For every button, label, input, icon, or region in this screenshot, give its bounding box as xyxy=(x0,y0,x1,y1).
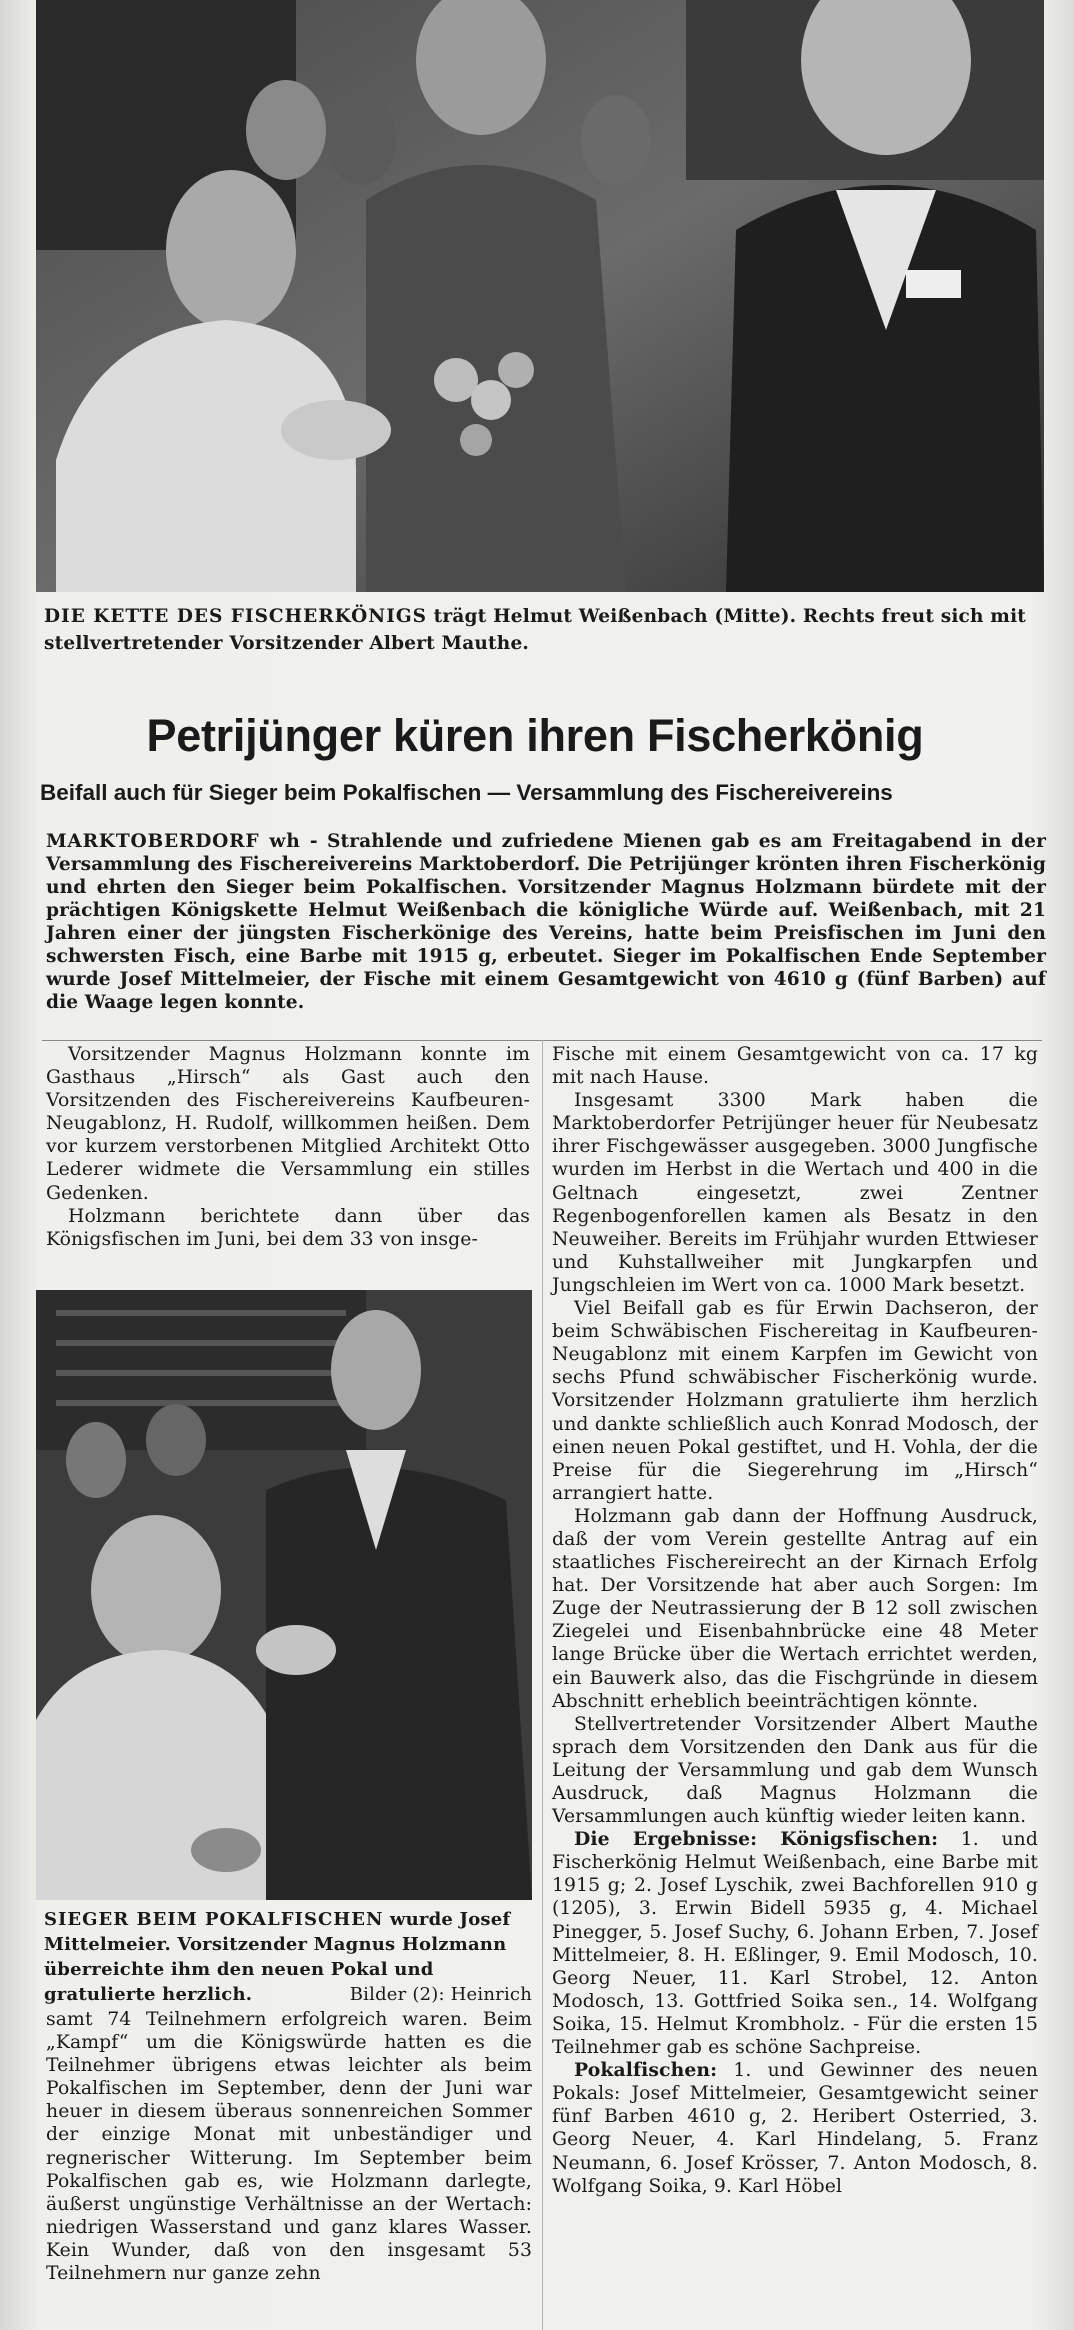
photo-pokalsieger xyxy=(36,1290,532,1900)
paragraph: Stellvertretender Vorsitzender Albert Mauthe sprach dem Vorsitzenden den Dank aus für die Leitung der Versammlung und gab dem Wunsch Ausdruck, daß Magnus Holzmann die Versammlungen auch künftig wieder leiten kann. xyxy=(552,1713,1038,1828)
dateline: MARKTOBERDORF wh xyxy=(46,831,301,852)
paragraph: Insgesamt 3300 Mark haben die Marktoberdorfer Petrijünger heuer für Neubesatz ihrer Fischgewässer ausgegeben. 3000 Jungfische wurden im Herbst in die Wertach und 400 in die Geltnach eingesetzt, zwei Zentner Regenbogenforellen kamen als Besatz in den Neuweiher. Bereits im Frühjahr wurden Ettwieser und Kuhstallweiher mit Jungkarpfen und Jungschleien im Wert von ca. 1000 Mark besetzt. xyxy=(552,1090,1038,1296)
photo-credit: Bilder (2): Heinrich xyxy=(349,1984,532,2005)
left-column-bottom xyxy=(46,2008,532,2285)
paragraph: Holzmann berichtete dann über das Königsfischen im Juni, bei dem 33 von insge- xyxy=(46,1205,530,1250)
pokal-paragraph xyxy=(552,2059,1038,2198)
article-lead xyxy=(46,830,1046,1014)
pokal-label: Pokalfischen: xyxy=(574,2059,718,2082)
results-label: Die Ergebnisse: Königsfischen: xyxy=(574,1828,939,1851)
paragraph: Vorsitzender Magnus Holzmann konnte im Gasthaus „Hirsch“ als Gast auch den Vorsitzenden des Fischereivereins Kaufbeuren-Neugablonz, H. Rudolf, willkommen heißen. Dem vor kurzem verstorbenen Mitglied Architekt Otto Lederer widmete die Versammlung ein stilles Gedenken. xyxy=(46,1044,530,1204)
photo-fischerkoenig xyxy=(36,0,1044,592)
photo-top-caption xyxy=(44,603,1044,657)
paragraph: Viel Beifall gab es für Erwin Dachseron, der beim Schwäbischen Fischereitag in Kaufbeuren-Neugablonz mit einem Karpfen im Gewicht von sechs Pfund schwäbischer Fischerkönig wurde. Vorsitzender Holzmann gratulierte ihm herzlich und dankte schließlich auch Konrad Modosch, der einen neuen Pokal gestiftet, und H. Vohla, der die Preise für die Siegerehrung im „Hirsch“ arrangiert hatte. xyxy=(552,1298,1038,1504)
left-column-top xyxy=(46,1043,530,1251)
results-text: 1. und Fischerkönig Helmut Weißenbach, eine Barbe mit 1915 g; 2. Josef Lyschik, zwei Bachforellen 910 g (1205), 3. Erwin Bidell 5935 g, 4. Michael Pinegger, 5. Josef Suchy, 6. Johann Erben, 7. Josef Mittelmeier, 8. H. Eßlinger, 9. Emil Modosch, 10. Georg Neuer, 11. Karl Strobel, 12. Anton Modosch, 13. Gottfried Soika sen., 14. Wolfgang Soika, 15. Helmut Krombholz. - Für die ersten 15 Teilnehmer gab es schöne Sachpreise. xyxy=(552,1829,1038,2059)
photo-fischerkoenig-image xyxy=(36,0,1044,592)
photo-bottom-caption-lead: SIEGER BEIM POKALFISCHEN xyxy=(44,1909,384,1930)
photo-bottom-caption xyxy=(44,1907,532,2007)
results-paragraph xyxy=(552,1828,1038,2059)
paragraph: samt 74 Teilnehmern erfolgreich waren. Beim „Kampf“ um die Königswürde hatten es die Teilnehmer übrigens etwas leichter als beim Pokalfischen im September, denn der Juni war heuer in diesem überaus sonnenreichen Sommer der einzige Monat mit unbeständiger und regnerischer Witterung. Im September beim Pokalfischen gab es, wie Holzmann darlegte, äußerst ungünstige Verhältnisse an der Wertach: niedrigen Wasserstand und ganz klares Wasser. Kein Wunder, daß von den insgesamt 53 Teilnehmern nur ganze zehn xyxy=(46,2009,532,2285)
paragraph: Holzmann gab dann der Hoffnung Ausdruck, daß der vom Verein gestellte Antrag auf ein staatliches Fischereirecht an der Kirnach Erfolg hat. Der Vorsitzende hat aber auch Sorgen: Im Zuge der Neutrassierung der B 12 soll zwischen Ziegelei und Eisenbahnbrücke eine 48 Meter lange Brücke über die Wertach errichtet werden, ein Bauwerk also, das die Fischgründe in diesem Abschnitt erheblich beeinträchtigen könnte. xyxy=(552,1505,1038,1712)
pokal-text: 1. und Gewinner des neuen Pokals: Josef Mittelmeier, Gesamtgewicht seiner fünf Barben 4610 g, 2. Heribert Osterried, 3. Georg Neuer, 4. Karl Hindelang, 5. Franz Neumann, 6. Josef Krösser, 7. Anton Modosch, 8. Wolfgang Soika, 9. Karl Höbel xyxy=(552,2060,1038,2197)
article-subheadline: Beifall auch für Sieger beim Pokalfischen — Versammlung des Fischereivereins xyxy=(40,780,893,805)
right-column xyxy=(552,1043,1038,2198)
photo-bottom-caption-text: wurde Josef Mittelmeier. Vorsitzender Magnus Holzmann überreichte ihm den neuen Pokal und gratulierte herzlich. xyxy=(44,1909,511,2005)
lead-text: - Strahlende und zufriedene Mienen gab es am Freitagabend in der Versammlung des Fischereivereins Marktoberdorf. Die Petrijünger krönten ihren Fischerkönig und ehrten den Sieger beim Pokalfischen. Vorsitzender Magnus Holzmann bürdete mit der prächtigen Königskette Helmut Weißenbach die königliche Würde auf. Weißenbach, mit 21 Jahren einer der jüngsten Fischerkönige des Vereins, hatte beim Preisfischen im Juni den schwersten Fisch, eine Barbe mit 1915 g, erbeutet. Sieger im Pokalfischen Ende September wurde Josef Mittelmeier, der Fische mit einem Gesamtgewicht von 4610 g (fünf Barben) auf die Waage legen konnte. xyxy=(46,831,1046,1013)
paragraph: Fische mit einem Gesamtgewicht von ca. 17 kg mit nach Hause. xyxy=(552,1044,1038,1089)
article-headline: Petrijünger küren ihren Fischerkönig xyxy=(146,710,924,761)
column-divider xyxy=(542,1040,543,2330)
photo-top-caption-text: trägt Helmut Weißenbach (Mitte). Rechts freut sich mit stellvertretender Vorsitzender Albert Mauthe. xyxy=(44,606,1027,654)
photo-top-caption-lead: DIE KETTE DES FISCHERKÖNIGS xyxy=(44,606,428,627)
photo-pokalsieger-image xyxy=(36,1290,532,1900)
